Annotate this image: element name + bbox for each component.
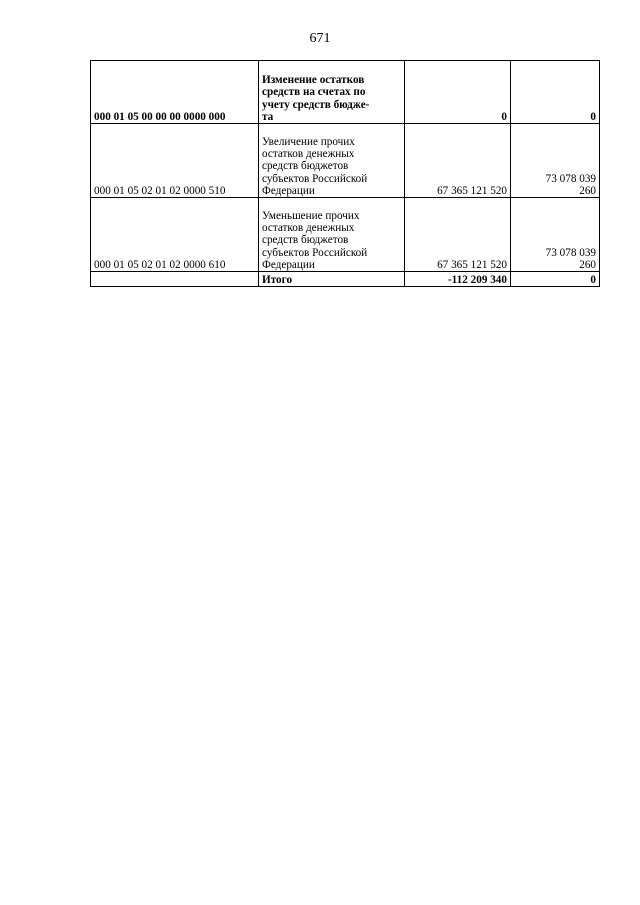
budget-code-cell bbox=[91, 272, 259, 287]
name-line: Уменьшение прочих bbox=[262, 209, 360, 222]
name-line: субъектов Российской bbox=[262, 246, 368, 259]
name-line: Увеличение прочих bbox=[262, 135, 355, 148]
name-line: Федерации bbox=[262, 184, 315, 197]
name-line: средств бюджетов bbox=[262, 234, 349, 247]
amount-line: 260 bbox=[579, 258, 596, 271]
indicator-name-cell bbox=[259, 61, 405, 124]
total-row bbox=[91, 272, 600, 287]
total-label-cell bbox=[259, 272, 405, 287]
indicator-name-cell bbox=[259, 124, 405, 198]
name-line: учету средств бюдже- bbox=[262, 98, 370, 111]
amount-line: 73 078 039 bbox=[545, 246, 596, 259]
amount-cell-1: 67 365 121 520 bbox=[405, 198, 511, 272]
amount-cell-2 bbox=[511, 198, 600, 272]
budget-code-cell: 000 01 05 02 01 02 0000 610 bbox=[91, 198, 259, 272]
budget-sources-table bbox=[90, 60, 600, 287]
amount-line: 73 078 039 bbox=[545, 172, 596, 185]
amount-cell-1: 0 bbox=[405, 61, 511, 124]
total-amount-cell-2 bbox=[511, 272, 600, 287]
name-line: Изменение остатков bbox=[262, 74, 365, 87]
name-line: средств на счетах по bbox=[262, 86, 366, 99]
name-line: средств бюджетов bbox=[262, 160, 349, 173]
indicator-name-cell bbox=[259, 198, 405, 272]
table-row bbox=[91, 61, 600, 124]
total-amount-cell-1: -112 209 340 bbox=[405, 272, 511, 287]
name-line: та bbox=[262, 110, 274, 123]
budget-code-cell: 000 01 05 02 01 02 0000 510 bbox=[91, 124, 259, 198]
page-number: 671 bbox=[309, 31, 331, 46]
amount-line: 0 bbox=[590, 273, 596, 286]
amount-cell-2 bbox=[511, 61, 600, 124]
table-row bbox=[91, 124, 600, 198]
amount-line: 260 bbox=[579, 184, 596, 197]
amount-line: 0 bbox=[590, 110, 596, 123]
name-line: остатков денежных bbox=[262, 222, 355, 235]
name-line: Федерации bbox=[262, 258, 315, 271]
amount-cell-1: 67 365 121 520 bbox=[405, 124, 511, 198]
name-line: Итого bbox=[262, 273, 293, 286]
name-line: субъектов Российской bbox=[262, 172, 368, 185]
table-row bbox=[91, 198, 600, 272]
budget-code-cell: 000 01 05 00 00 00 0000 000 bbox=[91, 61, 259, 124]
name-line: остатков денежных bbox=[262, 148, 355, 161]
amount-cell-2 bbox=[511, 124, 600, 198]
